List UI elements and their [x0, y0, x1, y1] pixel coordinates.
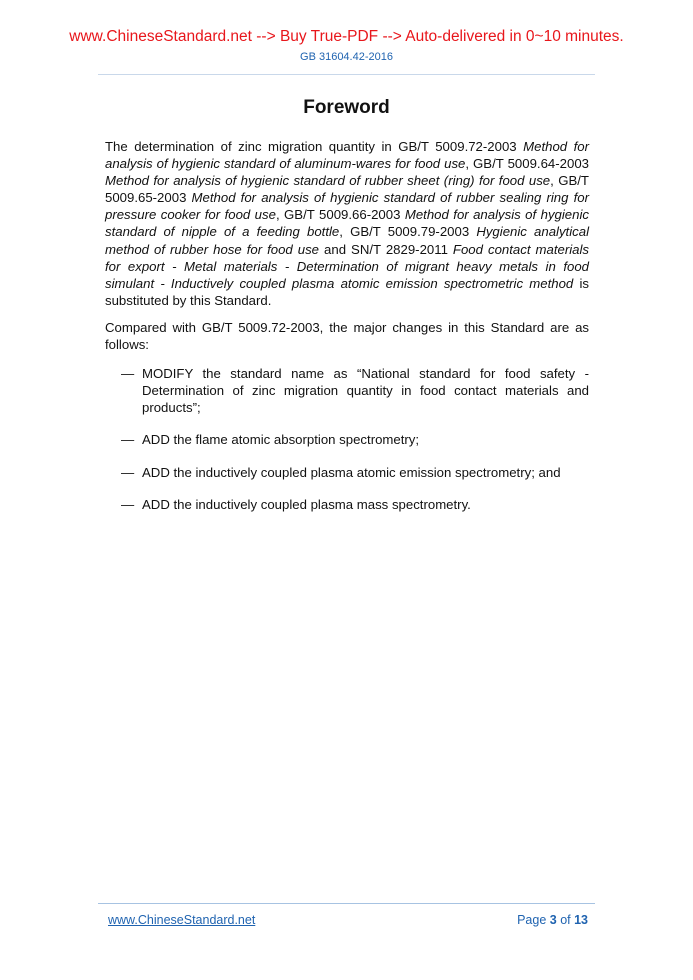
document-body	[105, 138, 589, 513]
list-item	[105, 431, 589, 448]
footer-website-link[interactable]: www.ChineseStandard.net	[108, 913, 256, 927]
standard-title-italic: Food contact materials for export - Metal materials - Determination of migrant heavy metals in food simulant - Inductively coupled plasma atomic emission spectrometric method	[105, 241, 589, 291]
page-prefix: Page	[517, 913, 550, 927]
list-item	[105, 464, 589, 481]
list-item-text: MODIFY the standard name as “National standard for food safety - Determination of zinc migration quantity in food contact materials and products”;	[142, 366, 589, 416]
list-item-text: ADD the inductively coupled plasma atomic emission spectrometry; and	[142, 464, 561, 480]
page-total: 13	[574, 913, 588, 927]
text-segment: and SN/T 2829-2011	[319, 241, 453, 257]
text-segment: The determination of zinc migration quantity in GB/T 5009.72-2003	[105, 139, 524, 154]
standard-title-italic: Method for analysis of hygienic standard of nipple of a feeding bottle	[105, 207, 589, 240]
text-segment: , GB/T 5009.66-2003	[275, 207, 405, 223]
promo-banner: www.ChineseStandard.net --> Buy True-PDF --> Auto-delivered in 0~10 minutes.	[69, 28, 624, 45]
dash-bullet: —	[121, 366, 135, 382]
standard-title-italic: Method for analysis of hygienic standard of rubber sheet (ring) for food use	[105, 173, 551, 189]
dash-bullet: —	[121, 432, 135, 448]
dash-bullet: —	[121, 496, 135, 512]
text-segment: is substituted by this Standard.	[105, 275, 590, 308]
text-segment: , GB/T 5009.65-2003	[105, 173, 589, 206]
page-title: Foreword	[303, 97, 390, 118]
header-divider	[98, 74, 595, 75]
list-item	[105, 496, 589, 513]
page-current: 3	[549, 913, 557, 927]
foreword-paragraph-2: Compared with GB/T 5009.72-2003, the major changes in this Standard are as follows:	[105, 319, 589, 353]
standard-title-italic: Method for analysis of hygienic standard of aluminum-wares for food use	[105, 139, 589, 172]
page-number	[517, 913, 588, 927]
foreword-paragraph-1	[105, 138, 589, 309]
list-item-text: ADD the inductively coupled plasma mass spectrometry.	[142, 496, 471, 512]
list-item-text: ADD the flame atomic absorption spectrometry;	[142, 432, 420, 448]
dash-bullet: —	[121, 464, 135, 480]
changes-list	[105, 365, 589, 513]
list-item	[105, 365, 589, 416]
document-code: GB 31604.42-2016	[300, 51, 393, 63]
page-of: of	[556, 913, 575, 927]
standard-title-italic: Hygienic analytical method of rubber hose for food use	[105, 224, 590, 257]
text-segment: , GB/T 5009.64-2003	[465, 156, 589, 172]
footer-divider	[98, 903, 595, 904]
text-segment: , GB/T 5009.79-2003	[339, 224, 477, 240]
standard-title-italic: Method for analysis of hygienic standard of rubber sealing ring for pressure cooker for food use	[105, 190, 589, 223]
